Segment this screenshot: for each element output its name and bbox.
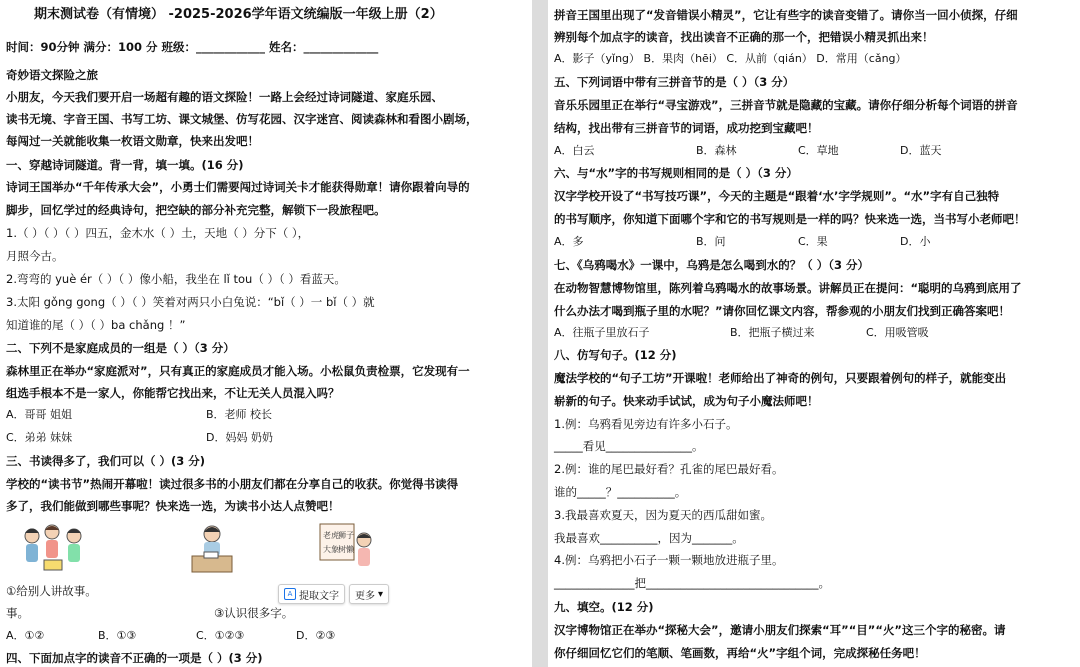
more-label: 更多 [355, 590, 375, 602]
section-5-desc-2: 结构，找出带有三拼音节的词语，成功挖到宝藏吧！ [554, 121, 819, 135]
section-8-desc-2: 崭新的句子。快来动手试试，成为句子小魔法师吧！ [554, 394, 819, 408]
q3-line-a: 3.太阳 gǒng gong（ ）（ ）笑着对两只小白兔说：“bǐ（ ）一 bǐ（ ）就 [6, 295, 375, 309]
section-9-title: 九、填空。(12 分) [554, 600, 654, 614]
s2-option-b: B．老师 校长 [206, 408, 273, 421]
section-2-title: 二、下列不是家庭成员的一组是（ ）（3 分） [6, 341, 235, 355]
s3-choice-d: D．②③ [296, 629, 336, 642]
s6-option-b: B．问 [696, 235, 726, 248]
section-4-title: 四、下面加点字的读音不正确的一项是（ ）(3 分) [6, 651, 263, 665]
intro-line-2: 读书无境、字音王国、书写工坊、课文城堡、仿写花园、汉字迷宫、阅读森林和看图小剧场， [6, 112, 478, 126]
section-3-desc-2: 多了，我们能做到哪些事呢？快来选一选，为读书小达人点赞吧！ [6, 499, 340, 513]
s8-q2-fill: 谁的_____？__________。 [554, 485, 687, 499]
section-9-desc-1: 汉字博物馆正在举办“探秘大会”，邀请小朋友们探索“耳”“目”“火”这三个字的秘密。请 [554, 623, 1006, 637]
q3-line-b: 知道谁的尾（ ）（ ）ba chǎng ！” [6, 318, 186, 332]
section-6-desc-1: 汉字学校开设了“书写技巧课”，今天的主题是“跟着‘水’字学规则”。“水”字有自己独特 [554, 189, 1000, 203]
section-1-desc-2: 脚步，回忆学过的经典诗句，把空缺的部分补充完整，解锁下一段旅程吧。 [6, 203, 386, 217]
section-2-desc-2: 组选手根本不是一家人，你能帮它找出来，不让无关人员混入吗？ [6, 386, 340, 400]
section-3-title: 三、书读得多了，我们可以（ ）(3 分) [6, 454, 206, 468]
section-5-title: 五、下列词语中带有三拼音节的是（ ）（3 分） [554, 75, 795, 89]
s7-option-c: C．用吸管吸 [866, 326, 929, 339]
s6-option-d: D．小 [900, 235, 931, 248]
s6-option-c: C．果 [798, 235, 828, 248]
s6-option-a: A．多 [554, 235, 584, 248]
r-intro-2: 辨别每个加点字的读音，找出读音不正确的那一个，把错误小精灵抓出来！ [554, 30, 934, 44]
q1-line-b: 月照今古。 [6, 249, 64, 263]
section-9-desc-2: 你仔细回忆它们的笔顺、笔画数，再给“火”字组个词，完成探秘任务吧！ [554, 646, 926, 660]
section-5-desc-1: 音乐乐园里正在举行“寻宝游戏”，三拼音节就是隐藏的宝藏。请你仔细分析每个词语的拼音 [554, 98, 1018, 112]
s2-option-c: C．弟弟 妹妹 [6, 431, 73, 444]
s8-q4: 4.例：乌鸦把小石子一颗一颗地放进瓶子里。 [554, 553, 784, 567]
s3-choice-b: B．①③ [98, 629, 137, 642]
section-6-title: 六、与“水”字的书写规则相同的是（ ）（3 分） [554, 166, 798, 180]
extract-text-label: 提取文字 [299, 590, 339, 602]
left-page [0, 0, 532, 667]
section-3-desc-1: 学校的“读书节”热闹开幕啦！读过很多书的小朋友们都在分享自己的收获。你觉得书读得 [6, 477, 459, 491]
word-board-illustration [318, 520, 374, 576]
exam-title: 期末测试卷（有情境） -2025-2026学年语文统编版一年级上册（2） [34, 7, 443, 22]
section-8-desc-1: 魔法学校的“句子工坊”开课啦！老师给出了神奇的例句，只要跟着例句的样子，就能变出 [554, 371, 1007, 385]
s8-q1-fill: _____看见_______________。 [554, 439, 704, 453]
q4-options: A．影子（yǐng） B．果肉（hēi） C．从前（qián） D．常用（cǎng） [554, 52, 907, 65]
svg-text:狮子: 狮子 [338, 531, 354, 540]
desk-reading-illustration [190, 520, 234, 576]
s3-choice-a: A．①② [6, 629, 45, 642]
more-button[interactable] [349, 584, 389, 604]
section-7-title: 七、《乌鸦喝水》一课中，乌鸦是怎么喝到水的？（ ）（3 分） [554, 258, 870, 272]
section-8-title: 八、仿写句子。(12 分) [554, 348, 677, 362]
svg-text:老虎: 老虎 [323, 531, 339, 540]
s3-option-2-tail: 事。 [6, 606, 29, 620]
q2-line: 2.弯弯的 yuè ér（ ）（ ）像小船，我坐在 lǐ tou（ ）（ ）看蓝天。 [6, 272, 346, 286]
s8-q3-fill: 我最喜欢__________，因为_______。 [554, 531, 744, 545]
section-7-desc-2: 什么办法才喝到瓶子里的水呢？”请你回忆课文内容，帮参观的小朋友们找到正确答案吧！ [554, 304, 1011, 318]
s3-option-1: ①给别人讲故事。 [6, 584, 97, 598]
intro-line-3: 每闯过一关就能收集一枚语文勋章，快来出发吧！ [6, 134, 259, 148]
s8-q4-fill: ______________把______________________________。 [554, 576, 830, 590]
section-1-desc-1: 诗词王国举办“千年传承大会”，小勇士们需要闯过诗词关卡才能获得勋章！请你跟着向导的 [6, 180, 470, 194]
section-7-desc-1: 在动物智慧博物馆里，陈列着乌鸦喝水的故事场景。讲解员正在提问：“聪明的乌鸦到底用了 [554, 281, 1022, 295]
s2-option-d: D．妈妈 奶奶 [206, 431, 273, 444]
exam-info: 时间：90分钟 满分：100 分 班级：____________ 姓名：_____________ [6, 40, 379, 54]
section-6-desc-2: 的书写顺序，你知道下面哪个字和它的书写规则是一样的吗？快来选一选，当书写小老师吧！ [554, 212, 1026, 226]
s8-q3: 3.我最喜欢夏天，因为夏天的西瓜甜如蜜。 [554, 508, 772, 522]
chevron-down-icon: ▾ [378, 588, 384, 600]
svg-text:树懒: 树懒 [338, 545, 354, 554]
s5-option-c: C．草地 [798, 144, 839, 157]
s8-q2: 2.例：谁的尾巴最好看？孔雀的尾巴最好看。 [554, 462, 784, 476]
s3-option-3: ③认识很多字。 [214, 606, 294, 620]
s5-option-b: B．森林 [696, 144, 737, 157]
s7-option-b: B．把瓶子横过来 [730, 326, 815, 339]
s8-q1: 1.例：乌鸦看见旁边有许多小石子。 [554, 417, 738, 431]
q1-line-a: 1.（ ）（ ）（ ）四五，金木水（ ）土，天地（ ）分下（ ）， [6, 226, 310, 240]
s7-option-a: A．往瓶子里放石子 [554, 326, 650, 339]
intro-line-1: 小朋友，今天我们要开启一场超有趣的语文探险！一路上会经过诗词隧道、家庭乐园、 [6, 90, 443, 104]
s5-option-a: A．白云 [554, 144, 595, 157]
right-page [548, 0, 1080, 667]
page-gap [532, 0, 548, 667]
section-1-title: 一、穿越诗词隧道。背一背，填一填。(16 分) [6, 158, 244, 172]
s3-choice-c: C．①②③ [196, 629, 245, 642]
floating-toolbar [278, 584, 389, 604]
text-extract-icon: A [284, 588, 296, 600]
s5-option-d: D．蓝天 [900, 144, 942, 157]
r-intro-1: 拼音王国里出现了“发音错误小精灵”，它让有些字的读音变错了。请你当一回小侦探，仔细 [554, 8, 1018, 22]
svg-text:大象: 大象 [323, 545, 339, 554]
s2-option-a: A．哥哥 姐姐 [6, 408, 73, 421]
extract-text-button[interactable] [278, 584, 345, 604]
storytelling-illustration [18, 520, 88, 576]
subtitle: 奇妙语文探险之旅 [6, 68, 98, 82]
section-2-desc-1: 森林里正在举办“家庭派对”，只有真正的家庭成员才能入场。小松鼠负责检票，它发现有一 [6, 364, 470, 378]
